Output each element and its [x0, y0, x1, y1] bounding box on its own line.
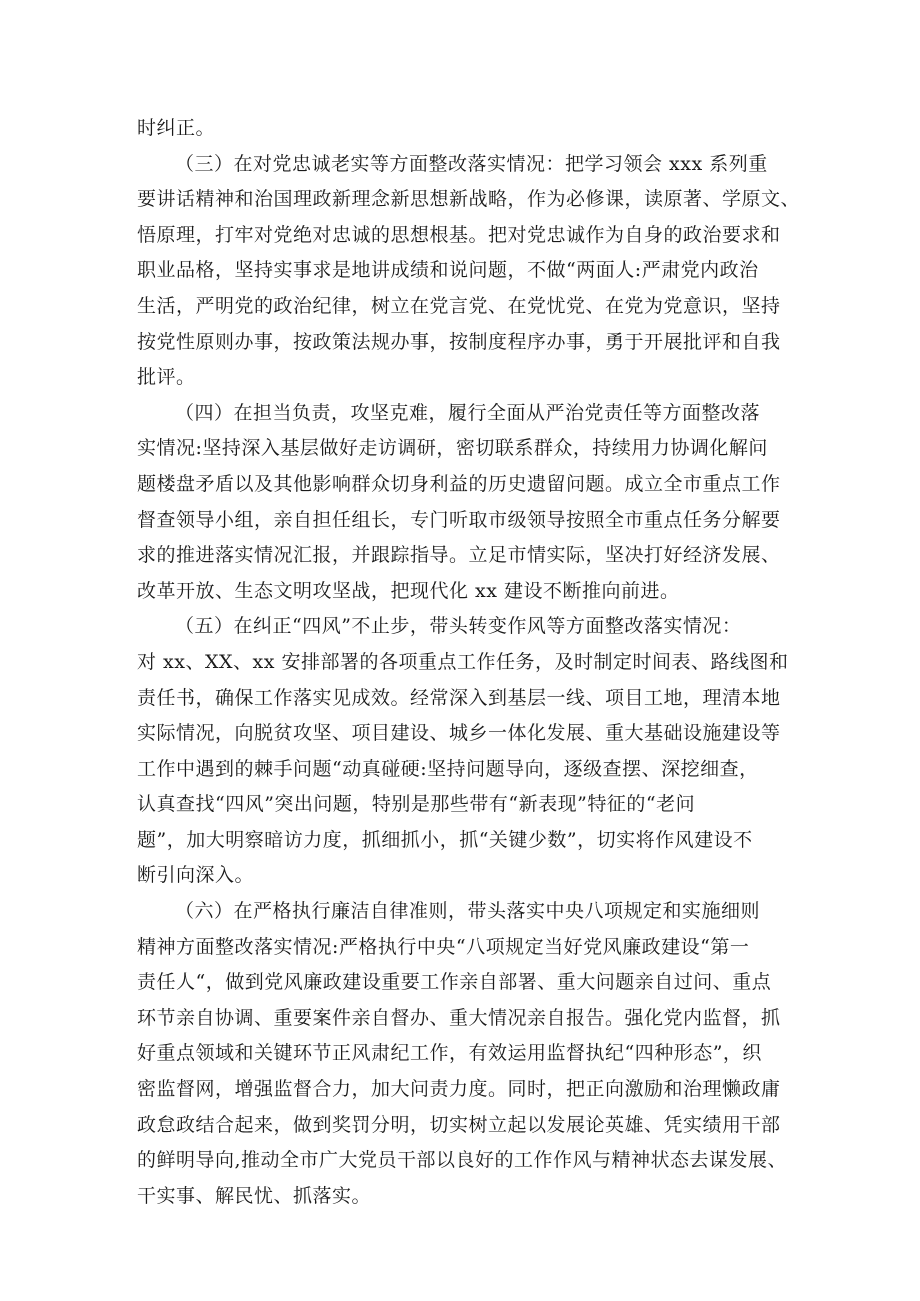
- section-four-heading-line: （四）在担当负责，攻坚克难，履行全面从严治党责任等方面整改落: [175, 401, 761, 424]
- text-line: 责任书，确保工作落实见成效。经常深入到基层一线、项目工地，理清本地: [137, 686, 781, 709]
- section-five-heading-line: （五）在纠正“四风”不止步，带头转变作风等方面整改落实情况：: [175, 615, 742, 638]
- document-body: [137, 111, 801, 1214]
- text-line: 要讲话精神和治国理政新理念新思想新战略，作为必修课，读原著、学原文、: [137, 188, 801, 211]
- text-line: 实际情况，向脱贫攻坚、项目建设、城乡一体化发展、重大基础设施建设等: [137, 722, 781, 745]
- section-three-heading-line: （三）在对党忠诚老实等方面整改落实情况：把学习领会 xxx 系列重: [175, 152, 768, 175]
- text-line: 时纠正。: [137, 117, 216, 139]
- text-line: 的鲜明导向,推动全市广大党员干部以良好的工作作风与精神状态去谋发展、: [137, 1149, 788, 1172]
- text-line: 密监督网，增强监督合力，加大问责力度。同时，把正向激励和治理懒政庸: [137, 1078, 781, 1101]
- text-line: 职业品格，坚持实事求是地讲成绩和说问题，不做“两面人:严肃党内政治: [137, 259, 759, 282]
- text-line: 好重点领域和关键环节正风肃纪工作，有效运用监督执纪“四种形态”，织: [137, 1042, 762, 1065]
- text-line: 督查领导小组，亲自担任组长，专门听取市级领导按照全市重点任务分解要: [137, 508, 781, 531]
- text-line: 环节亲自协调、重要案件亲自督办、重大情况亲自报告。强化党内监督，抓: [137, 1006, 781, 1029]
- text-line: 按党性原则办事，按政策法规办事，按制度程序办事，勇于开展批评和自我: [137, 330, 781, 353]
- text-line: 认真查找“四风”突出问题，特别是那些带有“新表现”特征的“老问: [137, 793, 696, 816]
- text-line: 改革开放、生态文明攻坚战，把现代化 xx 建设不断推向前进。: [137, 579, 680, 602]
- text-line: 工作中遇到的棘手问题“动真碰硬:坚持问题导向，逐级查摆、深挖细查，: [137, 757, 759, 780]
- text-line: 求的推进落实情况汇报，并跟踪指导。立足市情实际，坚决打好经济发展、: [137, 544, 781, 567]
- text-line: 批评。: [137, 366, 196, 389]
- text-line: 精神方面整改落实情况:严格执行中央“八项规定当好党风廉政建设“第一: [137, 935, 750, 958]
- text-line: 政怠政结合起来，做到奖罚分明，切实树立起以发展论英雄、凭实绩用干部: [137, 1113, 781, 1136]
- text-line: 责任人“，做到党风廉政建设重要工作亲自部署、重大问题亲自过问、重点: [137, 971, 772, 994]
- text-line: 题楼盘矛盾以及其他影响群众切身利益的历史遗留问题。成立全市重点工作: [137, 472, 781, 495]
- text-line: 题”，加大明察暗访力度，抓细抓小，抓“关键少数”，切实将作风建设不: [137, 828, 753, 851]
- text-line: 悟原理，打牢对党绝对忠诚的思想根基。把对党忠诚作为自身的政治要求和: [137, 223, 781, 246]
- text-line: 实情况:坚持深入基层做好走访调研，密切联系群众，持续用力协调化解问: [137, 437, 768, 460]
- text-line: 生活，严明党的政治纪律，树立在党言党、在党忧党、在党为党意识，坚持: [137, 294, 781, 317]
- section-six-heading-line: （六）在严格执行廉洁自律准则，带头落实中央八项规定和实施细则: [175, 900, 761, 923]
- text-line: 对 xx、XX、xx 安排部署的各项重点工作任务，及时制定时间表、路线图和: [137, 650, 789, 673]
- text-line: 断引向深入。: [137, 864, 255, 887]
- text-line: 干实事、解民忧、抓落实。: [137, 1184, 372, 1207]
